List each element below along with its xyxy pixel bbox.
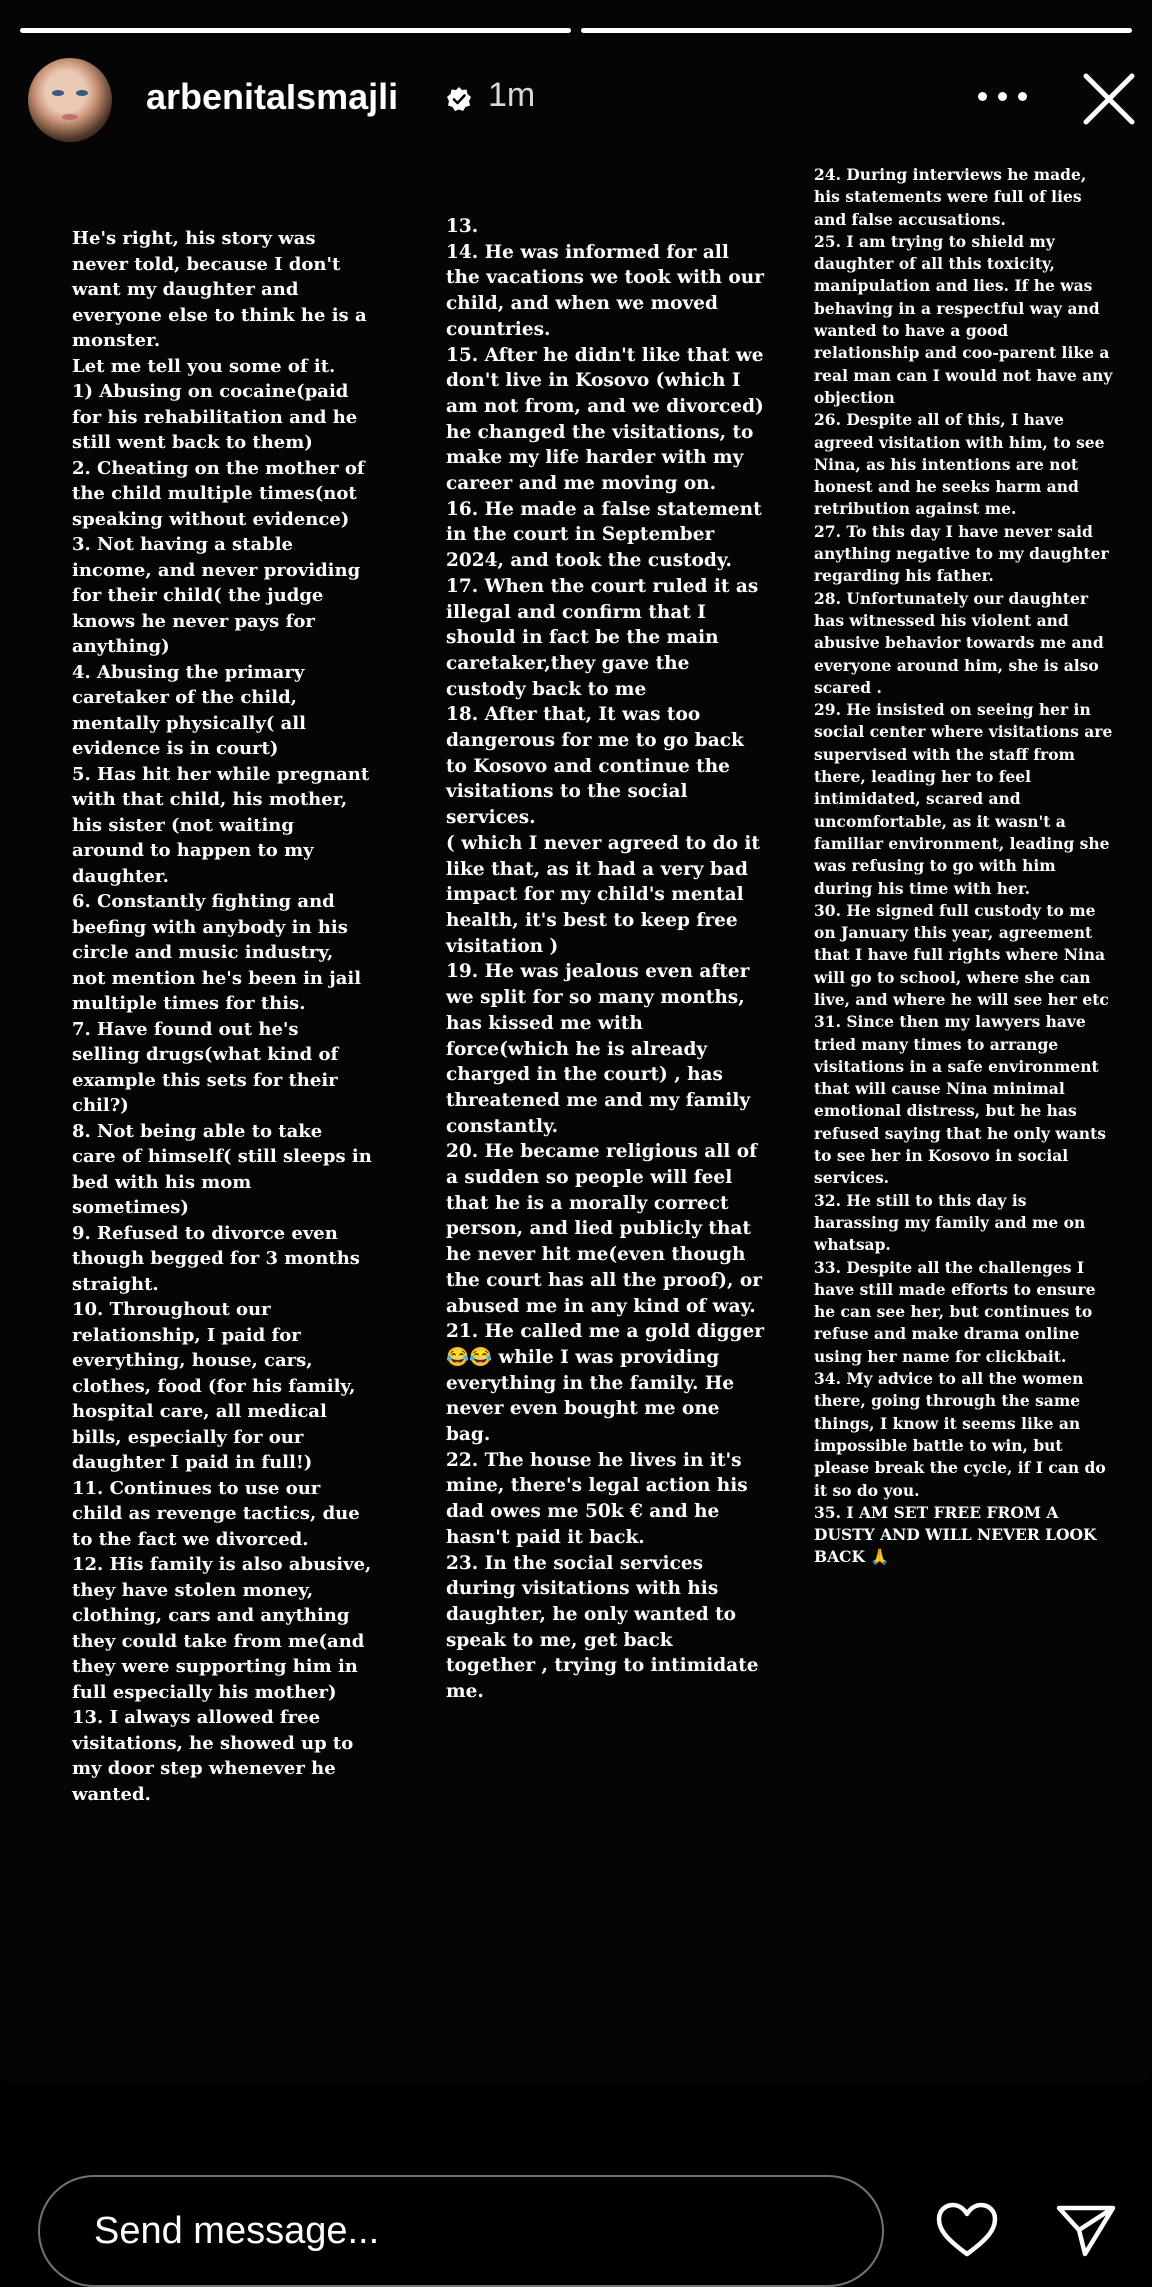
- story-text-column-1: He's right, his story was never told, because I don't want my daughter and everyone else to think he is a monster. Let me tell you some of it. 1) Abusing on cocaine(paid for his rehabilitation and he still went back to them) 2. Cheating on the mother of the child multiple times(not speaking without evidence) 3. Not having a stable income, and never providing for their child( the judge knows he never pays for anything) 4. Abusing the primary caretaker of the child, mentally physically( all evidence is in court) 5. Has hit her while pregnant with that child, his mother, his sister (not waiting around to happen to my daughter. 6. Constantly fighting and beefing with anybody in his circle and music industry, not mention he's been in jail multiple times for this. 7. Have found out he's selling drugs(what kind of example this sets for their chil?) 8. Not being able to take care of himself( still sleeps in bed with his mom sometimes) 9. Refused to divorce even though begged for 3 months straight. 10. Throughout our relationship, I paid for everything, house, cars, clothes, food (for his family, hospital care, all medical bills, especially for our daughter I paid in full!) 11. Continues to use our child as revenge tactics, due to the fact we divorced. 12. His family is also abusive, they have stolen money, clothing, cars and anything they could take from me(and they were supporting him in full especially his mother) 13. I always allowed free visitations, he showed up to my door step whenever he wanted.: [72, 228, 372, 1805]
- story-header: [28, 58, 1140, 154]
- close-icon[interactable]: [1078, 68, 1140, 130]
- message-placeholder: Send message...: [94, 2210, 380, 2252]
- story-text-column-3: 24. During interviews he made, his statements were full of lies and false accusations. 25. I am trying to shield my daughter of all this toxicity, manipulation and lies. If he was behaving in a respectful way and wanted to have a good relationship and coo-parent like a real man can I would not have any objection 26. Despite all of this, I have agreed visitation with him, to see Nina, as his intentions are not honest and he seeks harm and retribution against me. 27. To this day I have never said anything negative to my daughter regarding his father. 28. Unfortunately our daughter has witnessed his violent and abusive behavior towards me and everyone around him, she is also scared . 29. He insisted on seeing her in social center where visitations are supervised with the staff from there, leading her to feel intimidated, scared and uncomfortable, as it wasn't a familiar environment, leading she was refusing to go with him during his time with her. 30. He signed full custody to me on January this year, agreement that I have full rights where Nina will go to school, where she can live, and where he will see her etc 31. Since then my lawyers have tried many times to arrange visitations in a safe environment that will cause Nina minimal emotional distress, but he has refused saying that he only wants to see her in Kosovo in social services. 32. He still to this day is harassing my family and me on whatsap. 33. Despite all the challenges I have still made efforts to ensure he can see her, but continues to refuse and make drama online using her name for clickbait. 34. My advice to all the women there, going through the same things, I know it seems like an impossible battle to win, but please break the cycle, if I can do it so do you. 35. I AM SET FREE FROM A DUSTY AND WILL NEVER LOOK BACK 🙏: [814, 165, 1113, 1567]
- send-icon[interactable]: [1055, 2202, 1117, 2258]
- verified-badge-icon: [446, 86, 472, 112]
- progress-segment-2: [581, 28, 1132, 33]
- story-text-column-2: 13. 14. He was informed for all the vacations we took with our child, and when we moved countries. 15. After he didn't like that we don't live in Kosovo (which I am not from, and we divorced) he changed the visitations, to make my life harder with my career and me moving on. 16. He made a false statement in the court in September 2024, and took the custody. 17. When the court ruled it as illegal and confirm that I should in fact be the main caretaker,they gave the custody back to me 18. After that, It was too dangerous for me to go back to Kosovo and continue the visitations to the social services. ( which I never agreed to do it like that, as it had a very bad impact for my child's mental health, it's best to keep free visitation ) 19. He was jealous even after we split for so many months, has kissed me with force(which he is already charged in the court) , has threatened me and my family constantly. 20. He became religious all of a sudden so people will feel that he is a morally correct person, and lied publicly that he never hit me(even though the court has all the proof), or abused me in any kind of way. 21. He called me a gold digger😂😂 while I was providing everything in the family. He never even bought me one bag. 22. The house he lives in it's mine, there's legal action his dad owes me 50k € and he hasn't paid it back. 23. In the social services during visitations with his daughter, he only wanted to speak to me, get back together , trying to intimidate me.: [446, 216, 765, 1703]
- avatar[interactable]: [28, 58, 112, 142]
- post-time: 1m: [488, 76, 536, 114]
- story-progress: [20, 28, 1132, 33]
- heart-icon[interactable]: [935, 2202, 999, 2258]
- progress-segment-1: [20, 28, 571, 33]
- message-input[interactable]: [38, 2175, 884, 2287]
- username[interactable]: arbenitaIsmajli: [146, 76, 399, 117]
- more-horizontal-icon[interactable]: [978, 88, 1030, 104]
